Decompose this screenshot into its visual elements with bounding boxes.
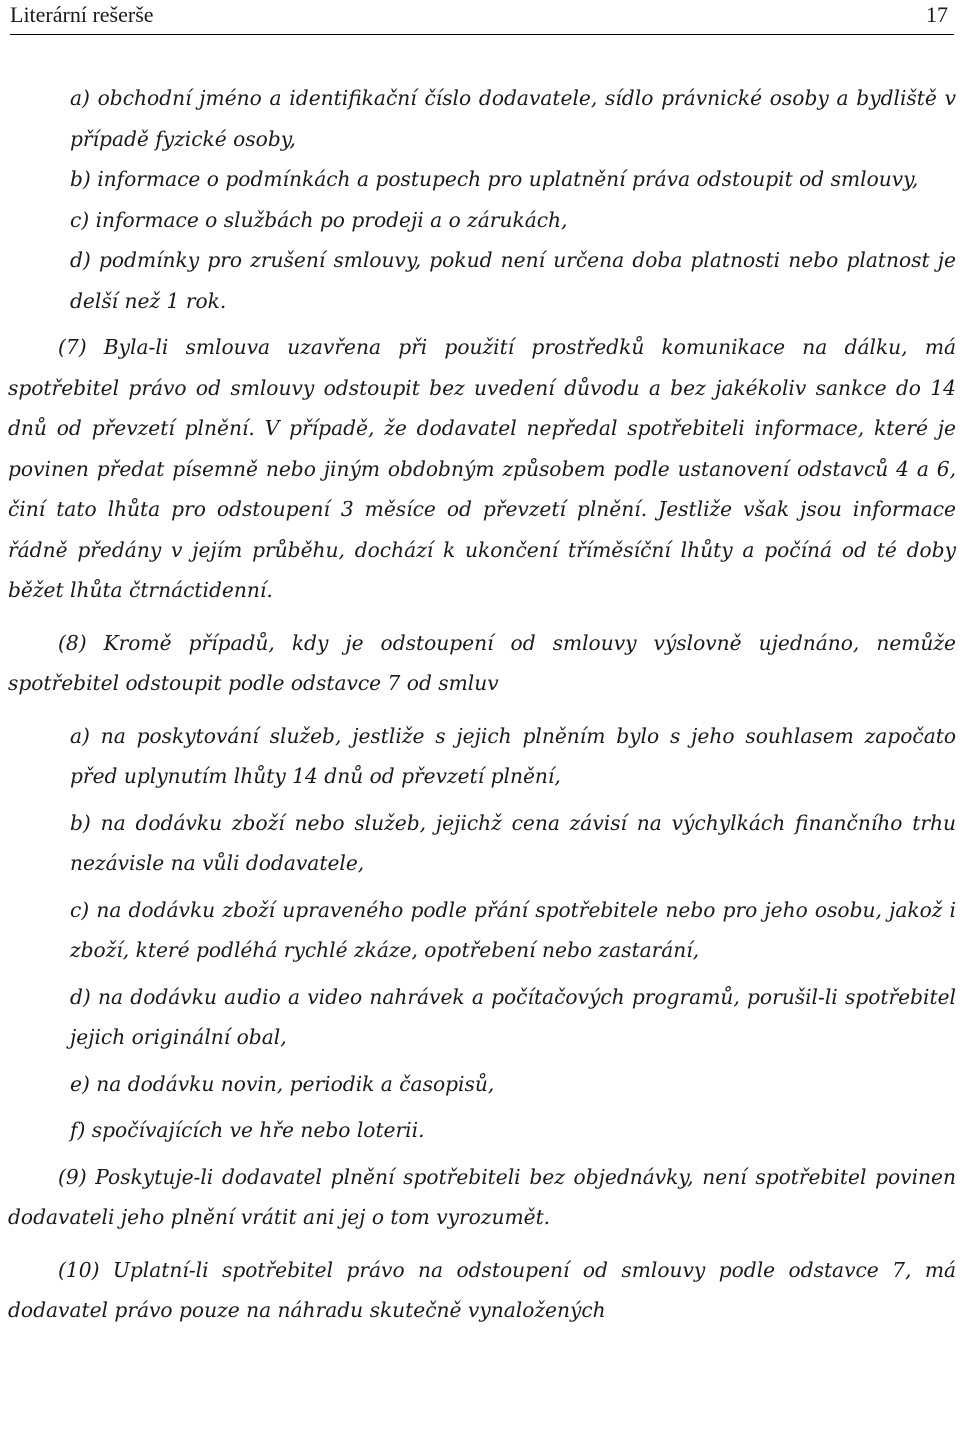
list-item-d-audio-video: d) na dodávku audio a video nahrávek a počítačových programů, porušil-li spotřebitel jejich originální obal, xyxy=(70,984,956,1049)
list-item-a-services: a) na poskytování služeb, jestliže s jejich plněním bylo s jeho souhlasem započato před uplynutím lhůty 14 dnů od převzetí plnění, xyxy=(70,723,956,788)
running-title: Literární rešerše xyxy=(10,2,154,27)
list-item-f-lottery: f) spočívajících ve hře nebo loterii. xyxy=(70,1118,425,1142)
page-number: 17 xyxy=(926,2,948,27)
list-item-c-after-sales: c) informace o službách po prodeji a o zárukách, xyxy=(70,207,568,232)
list-item-d-cancellation: d) podmínky pro zrušení smlouvy, pokud není určena doba platnosti nebo platnost je delší než 1 rok. xyxy=(70,248,956,313)
page-header xyxy=(10,0,954,35)
paragraph-10: (10) Uplatní-li spotřebitel právo na odstoupení od smlouvy podle odstavce 7, má dodavatel právo pouze na náhradu skutečně vynaložených xyxy=(8,1257,956,1322)
list-item-a-identification: a) obchodní jméno a identifikační číslo dodavatele, sídlo právnické osoby a bydliště v případě fyzické osoby, xyxy=(70,86,956,151)
document-body xyxy=(8,78,956,1331)
paragraph-8: (8) Kromě případů, kdy je odstoupení od smlouvy výslovně ujednáno, nemůže spotřebitel odstoupit podle odstavce 7 od smluv xyxy=(8,630,956,695)
list-item-b-market-fluctuations: b) na dodávku zboží nebo služeb, jejichž cena závisí na výchylkách finančního trhu nezávisle na vůli dodavatele, xyxy=(70,810,956,875)
list-item-c-custom-goods: c) na dodávku zboží upraveného podle přání spotřebitele nebo pro jeho osobu, jakož i zboží, které podléhá rychlé zkáze, opotřebení nebo zastarání, xyxy=(70,897,956,962)
paragraph-7: (7) Byla-li smlouva uzavřena při použití prostředků komunikace na dálku, má spotřebitel právo od smlouvy odstoupit bez uvedení důvodu a bez jakékoliv sankce do 14 dnů od převzetí plnění. V případě, že dodavatel nepředal spotřebiteli informace, které je povinen předat písemně nebo jiným obdobným způsobem podle ustanovení odstavců 4 a 6, činí tato lhůta pro odstoupení 3 měsíce od převzetí plnění. Jestliže však jsou informace řádně předány v jejím průběhu, dochází k ukončení tříměsíční lhůty a počíná od té doby běžet lhůta čtrnáctidenní. xyxy=(8,335,956,602)
list-item-e-newspapers: e) na dodávku novin, periodik a časopisů, xyxy=(70,1071,495,1096)
list-item-b-withdrawal-conditions: b) informace o podmínkách a postupech pro uplatnění práva odstoupit od smlouvy, xyxy=(70,167,919,191)
paragraph-9: (9) Poskytuje-li dodavatel plnění spotřebiteli bez objednávky, není spotřebitel povinen dodavateli jeho plnění vrátit ani jej o tom vyrozumět. xyxy=(8,1164,956,1229)
